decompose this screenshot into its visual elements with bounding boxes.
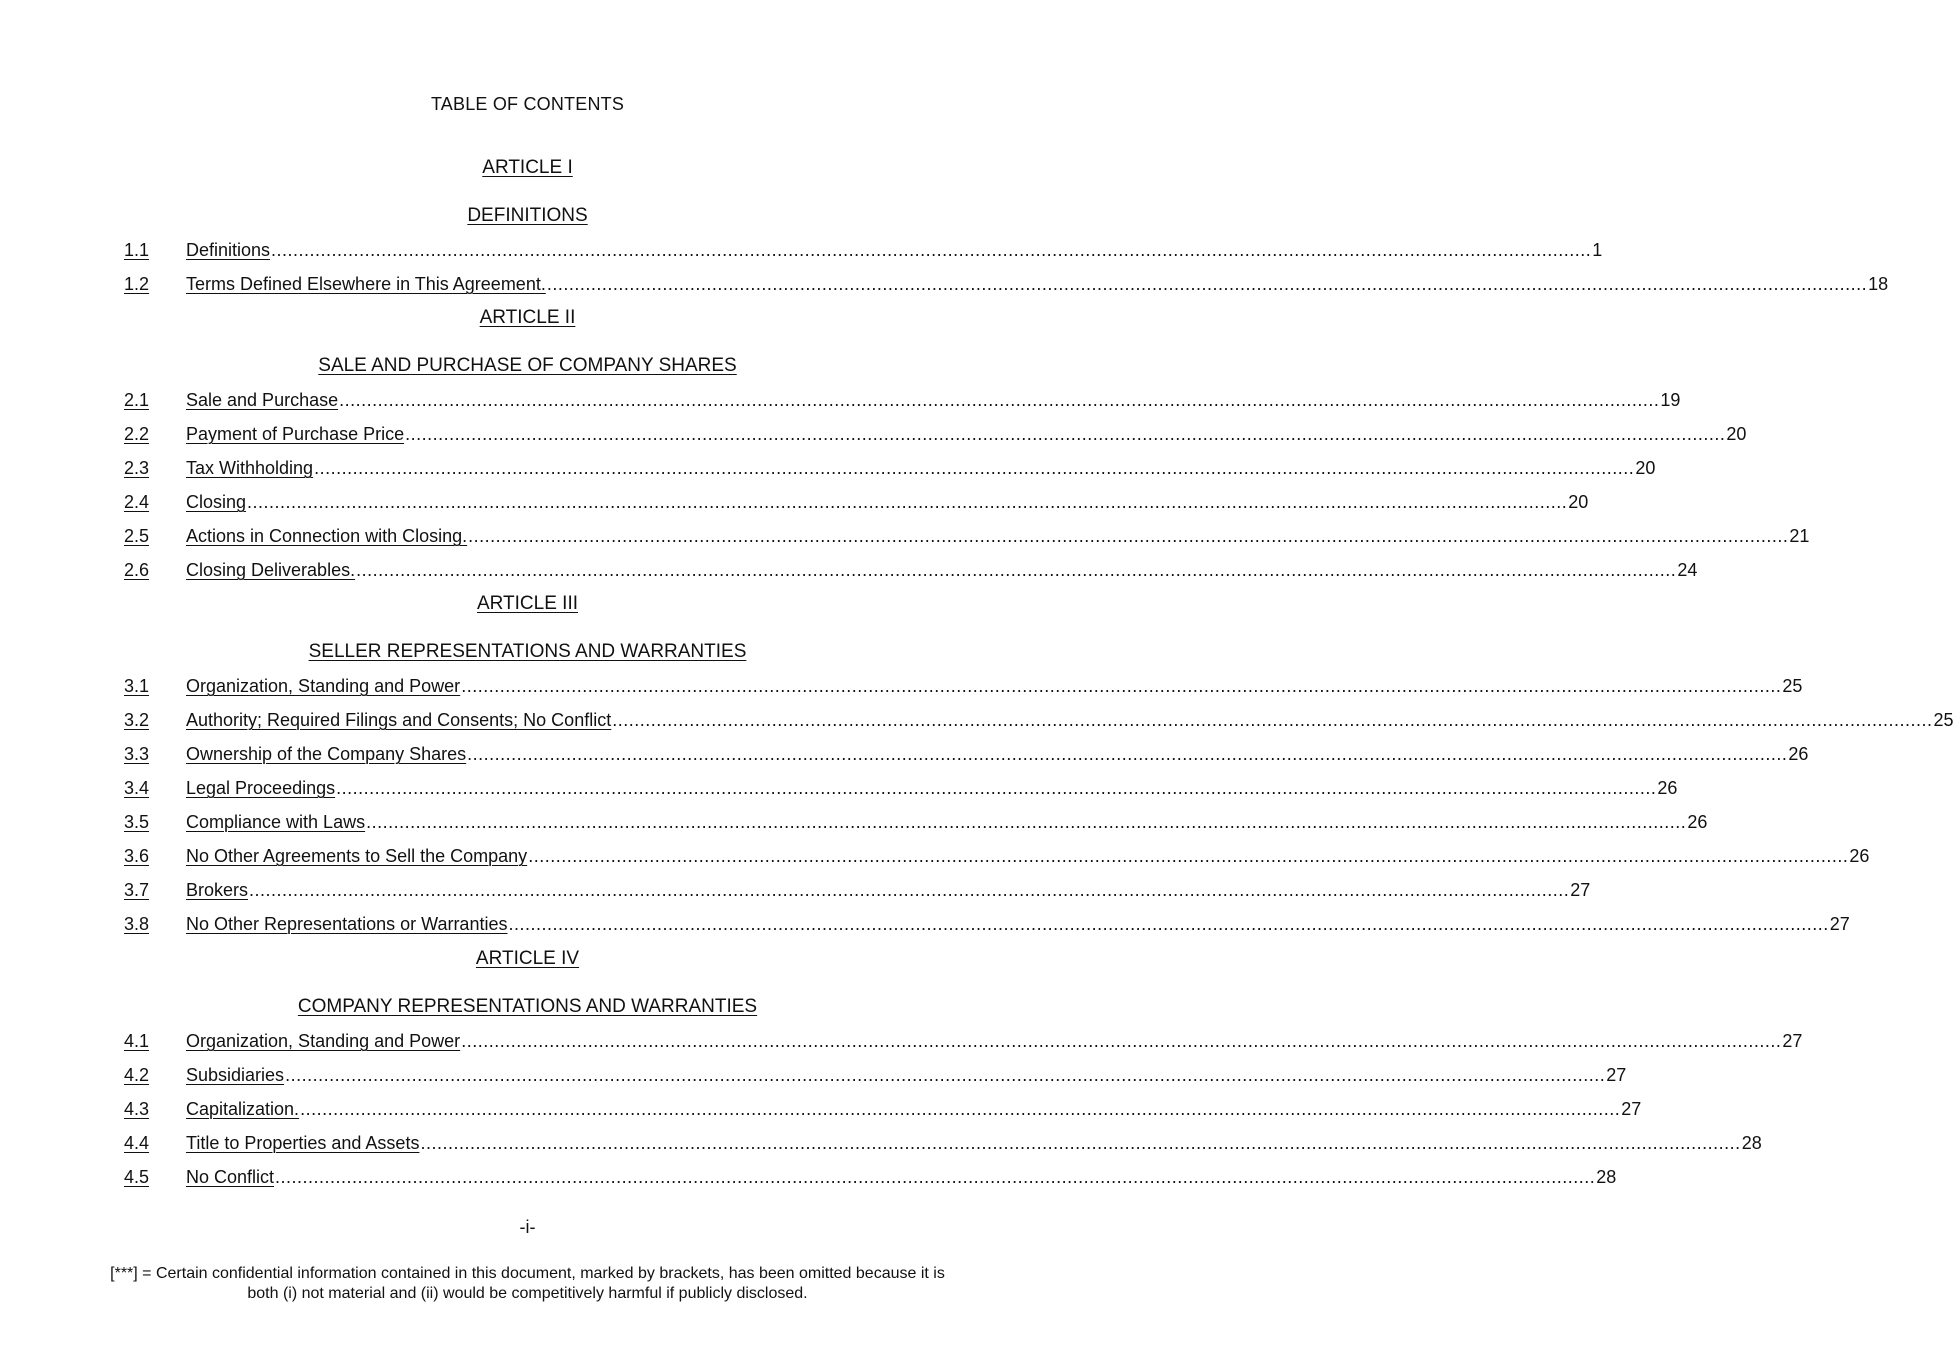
toc-entry[interactable] — [124, 879, 1591, 901]
section-number: 4.4 — [124, 1133, 150, 1153]
leader-dots: ................................................................................................................................................................................................................................................ — [508, 914, 1829, 934]
section-number: 2.2 — [124, 424, 150, 444]
article-2-heading: SALE AND PURCHASE OF COMPANY SHARES — [318, 355, 737, 376]
section-number: 2.6 — [124, 560, 150, 580]
section-page: 27 — [1621, 1099, 1642, 1119]
section-title: Legal Proceedings — [186, 778, 336, 798]
leader-dots: ................................................................................................................................................................................................................................................ — [271, 240, 1592, 260]
section-page: 21 — [1789, 526, 1810, 546]
leader-dots: ................................................................................................................................................................................................................................................ — [336, 778, 1657, 798]
section-number: 4.2 — [124, 1065, 150, 1085]
toc-entry[interactable] — [124, 1166, 1617, 1188]
toc-entry[interactable] — [124, 457, 1656, 479]
section-number: 3.7 — [124, 880, 150, 900]
section-page: 26 — [1849, 846, 1870, 866]
section-number: 4.3 — [124, 1099, 150, 1119]
section-number: 2.5 — [124, 526, 150, 546]
section-title: Terms Defined Elsewhere in This Agreement. — [186, 274, 546, 294]
section-number: 1.1 — [124, 240, 150, 260]
section-page: 26 — [1788, 744, 1809, 764]
section-number: 1.2 — [124, 274, 150, 294]
leader-dots: ................................................................................................................................................................................................................................................ — [314, 458, 1635, 478]
article-4-heading: COMPANY REPRESENTATIONS AND WARRANTIES — [297, 996, 758, 1017]
toc-entry[interactable] — [124, 743, 1809, 765]
section-number: 3.8 — [124, 914, 150, 934]
toc-title: TABLE OF CONTENTS — [430, 94, 625, 114]
toc-entry[interactable] — [124, 559, 1698, 581]
section-title: Closing — [186, 492, 247, 512]
section-title: Definitions — [186, 240, 271, 260]
leader-dots: ................................................................................................................................................................................................................................................ — [467, 744, 1788, 764]
leader-dots: ................................................................................................................................................................................................................................................ — [356, 560, 1677, 580]
section-page: 26 — [1657, 778, 1678, 798]
section-number: 3.6 — [124, 846, 150, 866]
section-page: 24 — [1677, 560, 1698, 580]
section-page: 19 — [1660, 390, 1681, 410]
toc-entry[interactable] — [124, 675, 1803, 697]
toc-entry[interactable] — [124, 389, 1681, 411]
toc-entry[interactable] — [124, 239, 1603, 261]
section-number: 3.1 — [124, 676, 150, 696]
article-4-label: ARTICLE IV — [475, 948, 580, 969]
section-page: 25 — [1933, 710, 1953, 730]
leader-dots: ................................................................................................................................................................................................................................................ — [275, 1167, 1596, 1187]
section-number: 4.1 — [124, 1031, 150, 1051]
leader-dots: ................................................................................................................................................................................................................................................ — [420, 1133, 1741, 1153]
section-page: 28 — [1596, 1167, 1617, 1187]
toc-entry[interactable] — [124, 913, 1850, 935]
leader-dots: ................................................................................................................................................................................................................................................ — [461, 676, 1782, 696]
leader-dots: ................................................................................................................................................................................................................................................ — [300, 1099, 1621, 1119]
section-number: 4.5 — [124, 1167, 150, 1187]
toc-entry[interactable] — [124, 1064, 1627, 1086]
toc-entry[interactable] — [124, 491, 1589, 513]
article-1-label: ARTICLE I — [482, 157, 573, 178]
section-page: 27 — [1570, 880, 1591, 900]
section-page: 27 — [1829, 914, 1850, 934]
toc-entry[interactable] — [124, 525, 1810, 547]
toc-entry[interactable] — [124, 1132, 1762, 1154]
section-title: Organization, Standing and Power — [186, 1031, 461, 1051]
toc-entry[interactable] — [124, 777, 1678, 799]
section-title: Tax Withholding — [186, 458, 314, 478]
toc-entry[interactable] — [124, 1098, 1642, 1120]
section-number: 3.3 — [124, 744, 150, 764]
section-page: 27 — [1606, 1065, 1627, 1085]
article-2-label: ARTICLE II — [479, 307, 576, 328]
toc-entry[interactable] — [124, 845, 1870, 867]
section-page: 26 — [1687, 812, 1708, 832]
leader-dots: ................................................................................................................................................................................................................................................ — [339, 390, 1660, 410]
section-page: 25 — [1782, 676, 1803, 696]
section-title: Brokers — [186, 880, 249, 900]
page-number: -i- — [519, 1217, 536, 1237]
toc-entry[interactable] — [124, 811, 1708, 833]
article-3-label: ARTICLE III — [476, 593, 578, 614]
leader-dots: ................................................................................................................................................................................................................................................ — [366, 812, 1687, 832]
section-page: 27 — [1782, 1031, 1803, 1051]
leader-dots: ................................................................................................................................................................................................................................................ — [247, 492, 1568, 512]
section-title: No Other Agreements to Sell the Company — [186, 846, 528, 866]
section-title: Title to Properties and Assets — [186, 1133, 420, 1153]
leader-dots: ................................................................................................................................................................................................................................................ — [249, 880, 1570, 900]
section-title: Actions in Connection with Closing. — [186, 526, 468, 546]
leader-dots: ................................................................................................................................................................................................................................................ — [461, 1031, 1782, 1051]
section-page: 20 — [1726, 424, 1747, 444]
section-number: 3.5 — [124, 812, 150, 832]
toc-entry[interactable] — [124, 1030, 1803, 1052]
section-title: Ownership of the Company Shares — [186, 744, 467, 764]
confidentiality-footnote: [***] = Certain confidential information contained in this document, marked by brackets, has been omitted because it is both (i) not material and (ii) would be competitively harmful if publicly disclosed. — [110, 1265, 945, 1302]
section-title: Closing Deliverables. — [186, 560, 356, 580]
leader-dots: ................................................................................................................................................................................................................................................ — [405, 424, 1726, 444]
section-number: 3.4 — [124, 778, 150, 798]
section-title: Payment of Purchase Price — [186, 424, 405, 444]
article-1-heading: DEFINITIONS — [467, 205, 588, 226]
section-number: 2.1 — [124, 390, 150, 410]
toc-entry[interactable] — [124, 273, 1889, 295]
leader-dots: ................................................................................................................................................................................................................................................ — [528, 846, 1849, 866]
toc-entry[interactable] — [124, 709, 1953, 731]
section-title: Capitalization. — [186, 1099, 300, 1119]
section-title: Subsidiaries — [186, 1065, 285, 1085]
leader-dots: ................................................................................................................................................................................................................................................ — [468, 526, 1789, 546]
section-title: No Conflict — [186, 1167, 275, 1187]
section-page: 28 — [1741, 1133, 1762, 1153]
leader-dots: ................................................................................................................................................................................................................................................ — [546, 274, 1868, 294]
section-number: 2.3 — [124, 458, 150, 478]
leader-dots: ................................................................................................................................................................................................................................................ — [285, 1065, 1606, 1085]
section-title: Authority; Required Filings and Consents; No Conflict — [186, 710, 612, 730]
section-page: 1 — [1592, 240, 1603, 260]
section-page: 18 — [1868, 274, 1889, 294]
section-page: 20 — [1635, 458, 1656, 478]
section-title: Organization, Standing and Power — [186, 676, 461, 696]
article-3-heading: SELLER REPRESENTATIONS AND WARRANTIES — [308, 641, 747, 662]
section-title: Compliance with Laws — [186, 812, 366, 832]
section-number: 3.2 — [124, 710, 150, 730]
section-title: No Other Representations or Warranties — [186, 914, 508, 934]
section-page: 20 — [1568, 492, 1589, 512]
leader-dots: ................................................................................................................................................................................................................................................ — [612, 710, 1933, 730]
toc-entry[interactable] — [124, 423, 1747, 445]
section-number: 2.4 — [124, 492, 150, 512]
section-title: Sale and Purchase — [186, 390, 339, 410]
